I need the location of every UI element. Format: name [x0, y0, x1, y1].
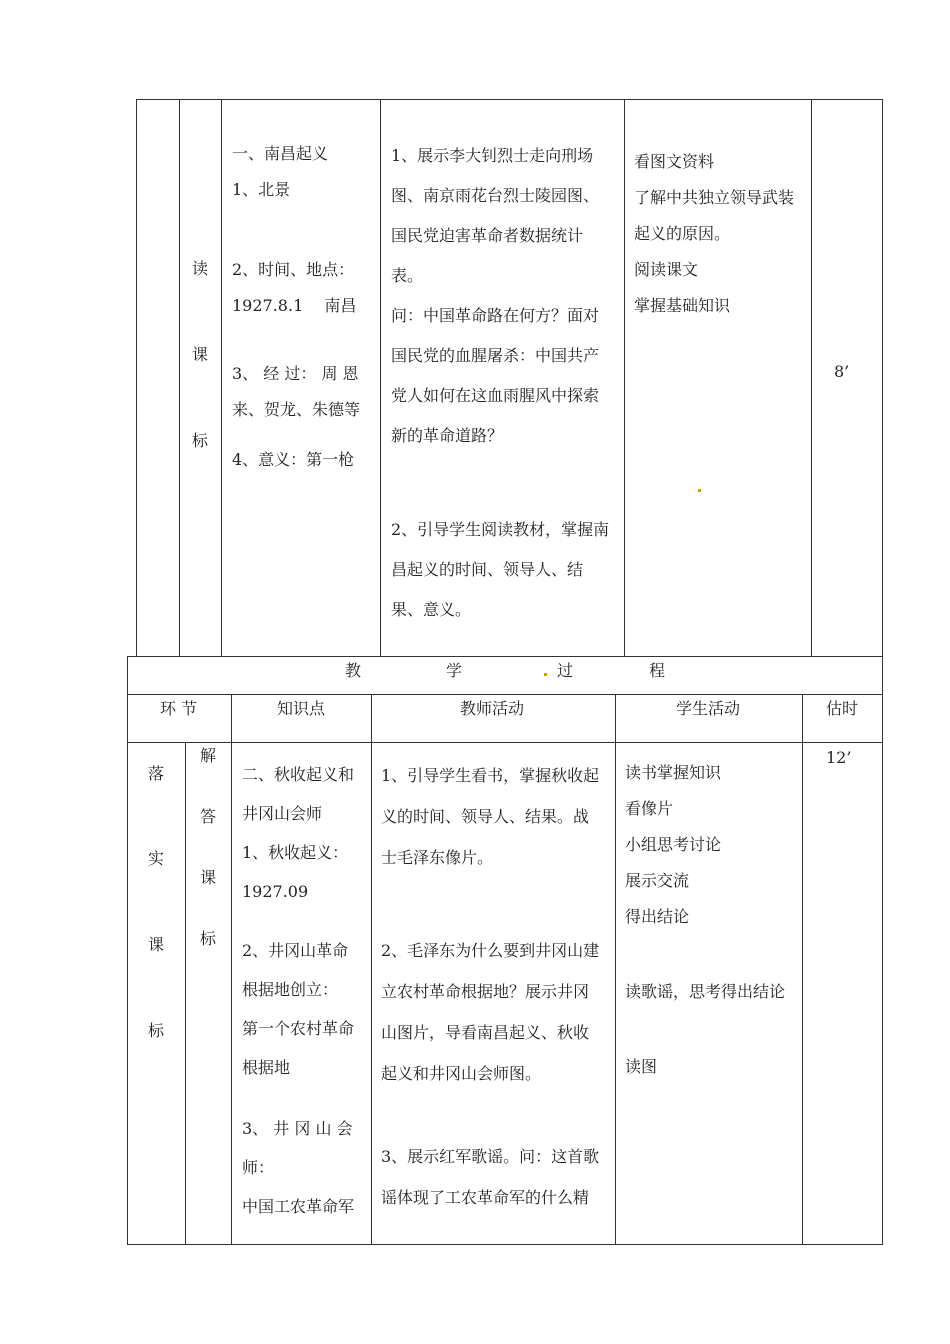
teacher-line: 起义和井冈山会师图。	[381, 1064, 542, 1083]
knowledge-line: 二、秋收起义和	[242, 765, 355, 784]
knowledge-line: 师：	[242, 1158, 275, 1177]
teacher-line: 2、毛泽东为什么要到井冈山建	[381, 941, 600, 960]
teacher-line: 义的时间、领导人、结果。战	[381, 807, 590, 826]
mark-dot	[544, 673, 547, 676]
knowledge-line: 1927.8.1 南昌	[232, 296, 357, 315]
teacher-line: 国民党的血腥屠杀：中国共产	[391, 346, 600, 365]
lower-divider-4	[802, 694, 803, 1244]
lower-top-border	[127, 656, 883, 657]
upper-divider-1	[179, 99, 180, 656]
lower-right-border	[882, 656, 883, 1245]
header-student: 学生活动	[676, 699, 741, 718]
process-row-bottom	[127, 694, 883, 695]
teacher-line: 国民党迫害革命者数据统计	[391, 226, 584, 245]
lower-outer-char: 标	[148, 1021, 165, 1040]
knowledge-line: 根据地创立：	[242, 980, 339, 999]
knowledge-line: 3、 经 过： 周 恩	[232, 364, 359, 383]
lower-outer-char: 实	[148, 849, 165, 868]
student-line: 看图文资料	[634, 152, 715, 171]
header-knowledge: 知识点	[277, 699, 326, 718]
teacher-line: 问：中国革命路在何方？面对	[391, 306, 600, 325]
teacher-line: 2、引导学生阅读教材，掌握南	[391, 520, 610, 539]
lower-divider-1	[231, 694, 232, 1244]
process-title-char: 学	[446, 661, 463, 680]
lower-divider-inner	[185, 742, 186, 1244]
knowledge-line: 根据地	[242, 1058, 291, 1077]
upper-divider-5	[811, 99, 812, 656]
teacher-line: 山图片，导看南昌起义、秋收	[381, 1023, 590, 1042]
student-line: 小组思考讨论	[625, 835, 722, 854]
lower-divider-3	[615, 694, 616, 1244]
lower-bottom-border	[127, 1244, 883, 1245]
lower-outer-char: 课	[148, 935, 165, 954]
lower-divider-2	[371, 694, 372, 1244]
knowledge-line: 井冈山会师	[242, 804, 323, 823]
header-teacher: 教师活动	[460, 699, 525, 718]
student-line: 阅读课文	[634, 260, 699, 279]
knowledge-line: 2、时间、地点：	[232, 260, 355, 279]
teacher-line	[381, 1124, 599, 1136]
lower-inner-char: 解	[200, 746, 217, 765]
upper-stage-char: 标	[192, 431, 209, 450]
upper-knowledge-cell	[232, 136, 360, 478]
knowledge-line	[232, 324, 360, 356]
knowledge-line: 3、 井 冈 山 会	[242, 1119, 353, 1138]
lower-outer-char: 落	[148, 764, 165, 783]
teacher-line	[381, 878, 599, 910]
lower-left-border	[127, 656, 128, 1245]
teacher-line: 昌起义的时间、领导人、结	[391, 560, 584, 579]
student-line: 起义的原因。	[634, 224, 731, 243]
student-line: 展示交流	[625, 871, 690, 890]
lower-inner-char: 答	[200, 807, 217, 826]
teacher-line	[381, 1094, 599, 1124]
teacher-line	[391, 456, 609, 496]
upper-divider-4	[624, 99, 625, 656]
teacher-line: 图、南京雨花台烈士陵园图、	[391, 186, 600, 205]
student-line: 读图	[625, 1057, 658, 1076]
student-line	[625, 935, 785, 974]
upper-right-border	[882, 99, 883, 656]
student-line: 读歌谣，思考得出结论	[625, 982, 786, 1001]
knowledge-line	[242, 1087, 354, 1109]
student-line: 得出结论	[625, 907, 690, 926]
lower-teacher-cell	[381, 755, 599, 1218]
teacher-line: 新的革命道路？	[391, 426, 504, 445]
knowledge-line: 来、贺龙、朱德等	[232, 400, 361, 419]
knowledge-line	[242, 911, 354, 931]
header-stage: 环 节	[160, 699, 198, 718]
knowledge-line: 一、南昌起义	[232, 144, 329, 163]
teacher-line: 表。	[391, 266, 424, 285]
knowledge-line: 4、意义：第一枪	[232, 450, 355, 469]
process-title-char: 程	[649, 661, 666, 680]
header-row-bottom	[127, 742, 883, 743]
lower-inner-char: 课	[200, 868, 217, 887]
student-line: 掌握基础知识	[634, 296, 731, 315]
teacher-line: 立农村革命根据地？展示井冈	[381, 982, 590, 1001]
student-line: 读书掌握知识	[625, 763, 722, 782]
student-line	[625, 1010, 785, 1049]
teacher-line: 1、展示李大钊烈士走向刑场	[391, 146, 594, 165]
knowledge-line: 2、井冈山革命	[242, 941, 349, 960]
upper-divider-3	[380, 99, 381, 656]
knowledge-line	[232, 428, 360, 442]
lower-student-cell	[625, 755, 785, 1085]
knowledge-line	[232, 208, 360, 252]
upper-teacher-cell	[391, 136, 609, 630]
teacher-line: 党人如何在这血雨腥风中探索	[391, 386, 600, 405]
teacher-line: 1、引导学生看书，掌握秋收起	[381, 766, 600, 785]
header-time: 估时	[826, 699, 859, 718]
mark-dot	[698, 489, 701, 492]
process-title-char: 过	[557, 661, 574, 680]
lower-knowledge-cell	[242, 755, 354, 1226]
upper-left-border	[136, 99, 137, 656]
knowledge-line: 中国工农革命军	[242, 1197, 355, 1216]
student-line: 看像片	[625, 799, 674, 818]
knowledge-line: 1927.09	[242, 882, 309, 901]
upper-student-cell	[634, 144, 794, 324]
teacher-line: 士毛泽东像片。	[381, 848, 494, 867]
lower-time: 12’	[826, 748, 852, 767]
knowledge-line: 1、秋收起义：	[242, 843, 349, 862]
teacher-line: 谣体现了工农革命军的什么精	[381, 1188, 590, 1207]
process-title-char: 教	[345, 661, 362, 680]
upper-stage-char: 读	[192, 259, 209, 278]
upper-time: 8’	[834, 362, 850, 381]
teacher-line	[391, 496, 609, 510]
teacher-line: 3、展示红军歌谣。问：这首歌	[381, 1147, 600, 1166]
teacher-line	[381, 910, 599, 930]
upper-stage-char: 课	[192, 345, 209, 364]
teacher-line: 果、意义。	[391, 600, 472, 619]
upper-top-border	[136, 99, 883, 100]
lower-inner-char: 标	[200, 929, 217, 948]
knowledge-line: 第一个农村革命	[242, 1019, 355, 1038]
knowledge-line: 1、北景	[232, 180, 291, 199]
student-line: 了解中共独立领导武装	[634, 188, 795, 207]
upper-divider-2	[221, 99, 222, 656]
